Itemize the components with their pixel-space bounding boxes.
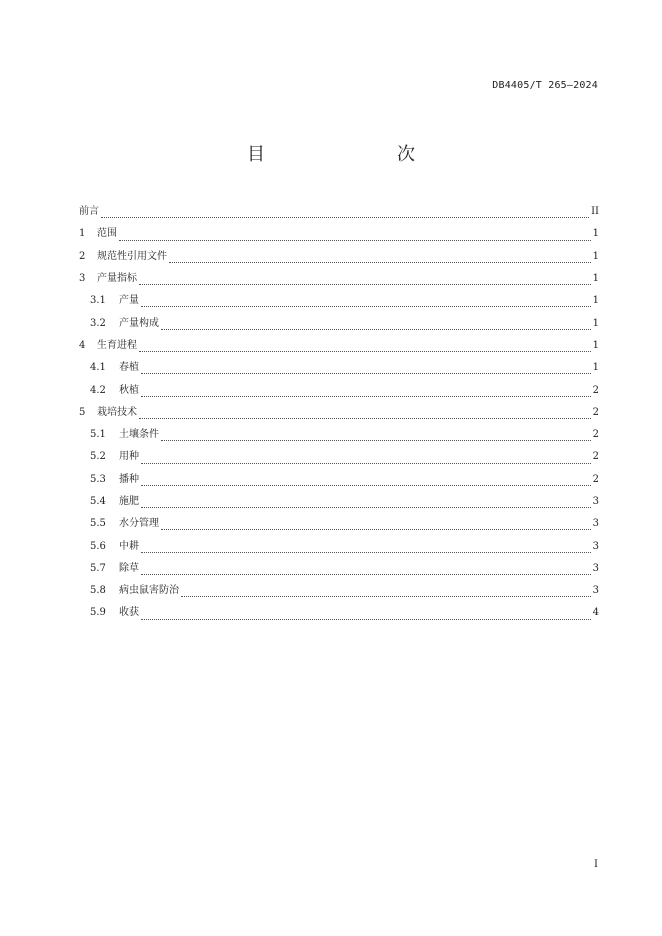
toc-dot-leader — [139, 417, 591, 419]
toc-entry[interactable] — [79, 268, 599, 290]
toc-entry[interactable] — [79, 201, 599, 223]
toc-entry-label: 病虫鼠害防治 — [119, 585, 179, 597]
toc-entry-number: 5.6 — [90, 540, 106, 552]
toc-entry[interactable] — [79, 290, 599, 312]
toc-entry-page: 1 — [592, 317, 599, 329]
toc-entry-number: 4.2 — [90, 384, 106, 396]
toc-entry-number: 5 — [79, 406, 86, 418]
toc-dot-leader — [141, 484, 591, 486]
toc-entry[interactable] — [79, 312, 599, 334]
toc-entry-label: 产量 — [119, 295, 139, 307]
toc-entry[interactable] — [79, 402, 599, 424]
toc-entry-page: 2 — [592, 429, 599, 441]
toc-dot-leader — [119, 239, 591, 241]
toc-entry[interactable] — [79, 513, 599, 535]
toc-dot-leader — [161, 439, 591, 441]
toc-dot-leader — [139, 350, 591, 352]
toc-entry-label: 除草 — [119, 562, 139, 574]
toc-dot-leader — [141, 551, 591, 553]
toc-entry-label: 春植 — [119, 362, 139, 374]
toc-entry[interactable] — [79, 246, 599, 268]
toc-entry-label: 施肥 — [119, 496, 139, 507]
toc-entry-label: 收获 — [119, 607, 139, 619]
toc-entry-page: 3 — [592, 496, 599, 507]
document-code: DB4405/T 265—2024 — [492, 80, 598, 91]
toc-entry[interactable] — [79, 446, 599, 468]
toc-entry-page: 1 — [592, 250, 599, 262]
toc-entry-page: 1 — [592, 228, 599, 240]
toc-entry-number: 5.7 — [90, 562, 106, 574]
toc-entry-label: 土壤条件 — [119, 429, 159, 441]
toc-entry-page: 2 — [592, 451, 599, 463]
toc-dot-leader — [141, 618, 591, 620]
toc-entry-number: 3 — [79, 273, 86, 285]
toc-entry-number: 5.1 — [90, 429, 106, 441]
toc-entry-number: 2 — [79, 250, 86, 262]
toc-entry-page: 1 — [592, 362, 599, 374]
toc-entry-page: 3 — [592, 518, 599, 530]
toc-entry-label: 水分管理 — [119, 518, 159, 530]
toc-entry-label: 规范性引用文件 — [97, 250, 167, 262]
toc-dot-leader — [141, 506, 591, 508]
toc-dot-leader — [141, 395, 591, 397]
toc-entry-page: 1 — [592, 339, 599, 351]
toc-entry[interactable] — [79, 580, 599, 602]
toc-entry-label: 中耕 — [119, 540, 139, 552]
toc-entry-number: 5.8 — [90, 585, 106, 597]
toc-entry-label: 播种 — [119, 473, 139, 485]
toc-entry-number: 5.5 — [90, 518, 106, 530]
toc-entry-label: 生育进程 — [97, 339, 137, 351]
toc-entry[interactable] — [79, 602, 599, 624]
toc-entry-number: 1 — [79, 228, 86, 240]
toc-entry-number: 3.2 — [90, 317, 106, 329]
toc-entry-page: 3 — [592, 585, 599, 597]
toc-dot-leader — [141, 573, 591, 575]
toc-entry-page: 4 — [592, 607, 599, 619]
toc-dot-leader — [141, 305, 591, 307]
toc-dot-leader — [101, 216, 589, 218]
toc-entry-number: 5.9 — [90, 607, 106, 619]
toc-entry[interactable] — [79, 335, 599, 357]
toc-entry-page: II — [591, 206, 599, 218]
toc-dot-leader — [181, 595, 591, 597]
toc-entry[interactable] — [79, 357, 599, 379]
toc-dot-leader — [161, 528, 591, 530]
toc-entry-label: 用种 — [119, 451, 139, 463]
toc-entry[interactable] — [79, 558, 599, 580]
toc-entry-number: 3.1 — [90, 295, 106, 307]
toc-entry[interactable] — [79, 223, 599, 245]
toc-entry-number: 5.4 — [90, 496, 106, 507]
toc-entry-number: 4.1 — [90, 362, 106, 374]
toc-entry[interactable] — [79, 469, 599, 491]
toc-entry-page: 2 — [592, 406, 599, 418]
toc-entry-number: 5.3 — [90, 473, 106, 485]
toc-entry-page: 1 — [592, 295, 599, 307]
toc-entry[interactable] — [79, 491, 599, 513]
toc-entry-number: 4 — [79, 339, 86, 351]
toc-entry-number: 5.2 — [90, 451, 106, 463]
toc-entry-label: 栽培技术 — [97, 406, 137, 418]
toc-entry-page: 3 — [592, 562, 599, 574]
toc-entry[interactable] — [79, 424, 599, 446]
toc-entry-page: 3 — [592, 540, 599, 552]
toc-dot-leader — [169, 261, 591, 263]
toc-entry[interactable] — [79, 379, 599, 401]
toc-entry-label: 产量构成 — [119, 317, 159, 329]
toc-title: 目 次 — [247, 144, 447, 165]
toc-entry-page: 1 — [592, 273, 599, 285]
toc-entry-label: 前言 — [79, 206, 99, 218]
toc-entry-page: 2 — [592, 473, 599, 485]
toc-entry-page: 2 — [592, 384, 599, 396]
toc-dot-leader — [141, 462, 591, 464]
toc-entry[interactable] — [79, 535, 599, 557]
toc-entry-label: 产量指标 — [97, 273, 137, 285]
toc-dot-leader — [161, 328, 591, 330]
footer-page-number: I — [594, 859, 598, 870]
toc-entry-label: 范围 — [97, 228, 117, 240]
toc-dot-leader — [141, 372, 591, 374]
toc-dot-leader — [139, 283, 591, 285]
table-of-contents — [79, 201, 599, 625]
toc-entry-label: 秋植 — [119, 384, 139, 396]
